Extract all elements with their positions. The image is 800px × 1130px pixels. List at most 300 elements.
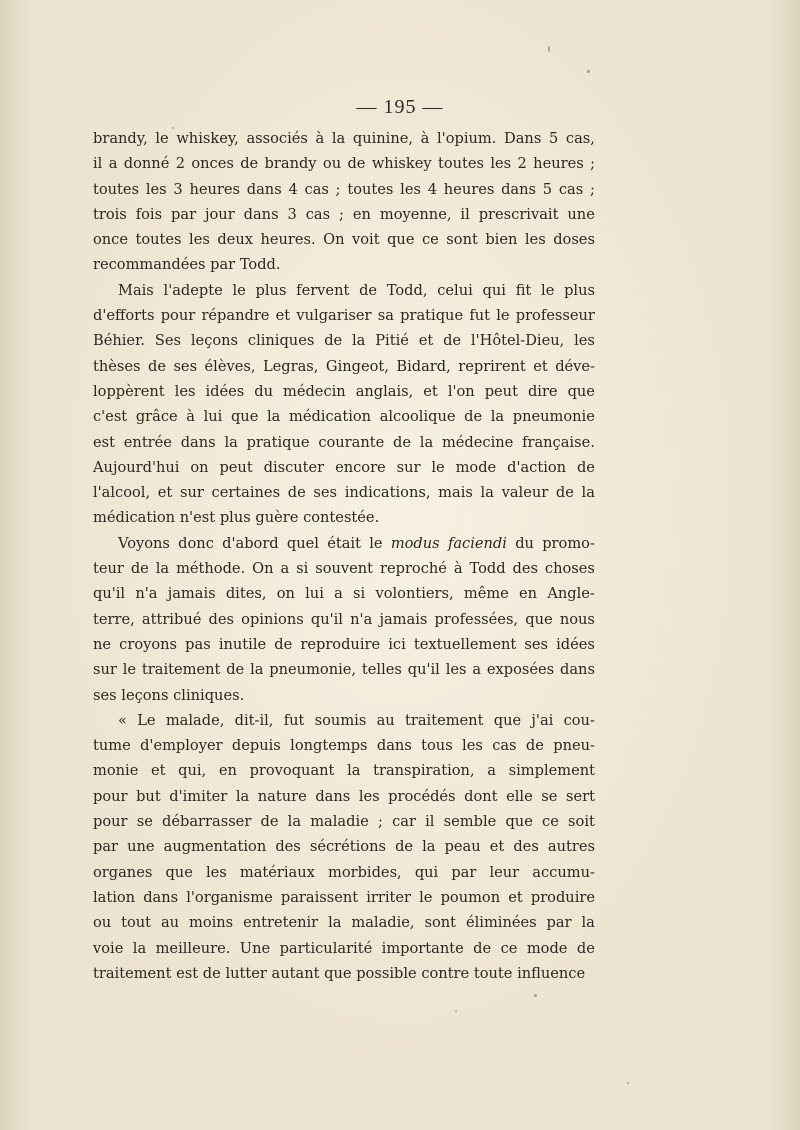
word: augmentation: [163, 838, 267, 856]
word: leur: [489, 863, 520, 881]
word: sa: [377, 307, 394, 325]
word: tout: [121, 914, 152, 932]
word: répandre: [201, 307, 270, 325]
word: ;: [339, 205, 344, 223]
word: est: [176, 964, 199, 982]
text-line: [93, 505, 595, 530]
word: la: [480, 484, 494, 502]
word: donné: [123, 155, 170, 173]
word: possible: [356, 964, 417, 982]
word: l'alcool,: [93, 484, 151, 502]
word: entrée: [123, 433, 172, 451]
word: et: [423, 382, 438, 400]
word: dont: [464, 787, 498, 805]
word: de: [130, 560, 149, 578]
word: Bidard,: [396, 357, 451, 375]
word: de: [473, 939, 492, 957]
word: la: [224, 433, 238, 451]
word: ses: [313, 484, 338, 502]
word: la: [235, 787, 250, 805]
word: a: [472, 661, 482, 679]
word: autres: [547, 838, 595, 856]
word: dans: [501, 180, 537, 198]
word: qu'il: [310, 610, 343, 628]
word: mode: [455, 458, 497, 476]
word: lutter: [225, 964, 267, 982]
word: dans: [180, 433, 216, 451]
word: mais: [438, 484, 473, 502]
word: plus: [255, 281, 287, 299]
text-line: [93, 910, 595, 935]
word: contre: [421, 964, 470, 982]
word: débarrasser: [162, 813, 252, 831]
word: provoquant: [249, 762, 335, 780]
word: cas: [304, 180, 329, 198]
word: à: [186, 408, 195, 426]
word: celui: [437, 281, 473, 299]
word: plus: [564, 281, 595, 299]
word: pneumonie: [512, 408, 595, 426]
word: d'efforts: [93, 307, 155, 325]
word: reprirent: [458, 357, 526, 375]
word: le: [122, 661, 137, 679]
word: Mais: [118, 281, 154, 299]
word: Dans: [504, 130, 542, 147]
word: courante: [318, 433, 385, 451]
word: jamais: [167, 585, 216, 603]
word: sont: [424, 914, 457, 932]
text-line: [93, 885, 595, 910]
text-line: [93, 252, 595, 277]
word: dans: [143, 888, 179, 906]
word: la: [419, 433, 434, 451]
word: influence: [517, 964, 586, 982]
text-line: [93, 430, 595, 455]
word: cliniques: [247, 332, 315, 350]
word: elle: [506, 787, 533, 805]
word: méthode.: [176, 560, 246, 578]
word: par: [210, 256, 236, 274]
word: brandy,: [93, 130, 148, 147]
word: Une: [239, 939, 271, 957]
word: tous: [421, 737, 453, 755]
paper-speck: [627, 1082, 629, 1084]
word: 3: [287, 205, 297, 223]
word: on: [276, 585, 295, 603]
word: mode: [526, 939, 568, 957]
text-line: [93, 708, 595, 733]
word: de: [147, 357, 166, 375]
word: les: [205, 863, 227, 881]
text-line: [93, 531, 595, 556]
word: toutes: [93, 180, 140, 198]
word: professeur: [515, 307, 595, 325]
word: par: [171, 205, 197, 223]
word: que: [230, 408, 259, 426]
word: ;: [590, 155, 595, 173]
word: et: [489, 838, 505, 856]
word: idées: [556, 635, 595, 653]
word: sont: [446, 231, 478, 249]
word: qu'il: [407, 661, 440, 679]
word: teur: [93, 560, 124, 578]
word: fois: [135, 205, 163, 223]
word: Angle-: [547, 585, 595, 603]
word: lui: [305, 585, 324, 603]
word: Todd,: [386, 281, 428, 299]
paper-speck: [587, 70, 590, 73]
word: le: [541, 281, 555, 299]
text-line: [93, 657, 595, 682]
word: ou: [322, 155, 342, 173]
word: jamais: [379, 610, 428, 628]
word: dans: [246, 180, 282, 198]
word: maladie,: [351, 914, 415, 932]
word: que: [525, 610, 553, 628]
word: pratique: [400, 307, 464, 325]
word: 2: [517, 155, 527, 173]
word: morbides,: [327, 863, 402, 881]
word: de: [395, 838, 414, 856]
word: leçons: [190, 332, 239, 350]
word: des: [275, 838, 301, 856]
word: les: [400, 180, 421, 198]
word: Ses: [154, 332, 182, 350]
word: associés: [246, 130, 308, 147]
word: que: [505, 813, 533, 831]
word: professées,: [434, 610, 519, 628]
word: qu'il: [93, 585, 126, 603]
word: sur: [93, 661, 117, 679]
word: on: [190, 458, 209, 476]
word: dans: [376, 737, 412, 755]
word: de: [347, 155, 366, 173]
word: lation: [93, 888, 136, 906]
word: la: [422, 838, 436, 856]
word: opinions: [241, 610, 304, 628]
word: but: [136, 787, 161, 805]
word: cas: [558, 180, 584, 198]
word: grâce: [135, 408, 178, 426]
word: loppèrent: [93, 382, 165, 400]
word: ne: [93, 635, 112, 653]
word: once: [93, 231, 128, 249]
word: malade,: [165, 711, 225, 729]
text-line: [93, 632, 595, 657]
word: thèses: [93, 357, 141, 375]
text-line: [93, 126, 595, 151]
word: brandy: [264, 155, 317, 173]
word: et: [533, 357, 548, 375]
word: fit: [515, 281, 532, 299]
word: ou: [93, 914, 112, 932]
word: pneumonie,: [269, 661, 357, 679]
word: à: [315, 130, 325, 147]
word: que: [493, 711, 522, 729]
word: la: [132, 939, 147, 957]
word: quel: [286, 534, 319, 552]
word: de: [226, 661, 245, 679]
word: que: [165, 863, 193, 881]
word: traitement: [93, 964, 172, 982]
word: à: [420, 130, 430, 147]
word: Aujourd'hui: [93, 458, 180, 476]
word: discuter: [263, 458, 325, 476]
word: Béhier.: [93, 332, 146, 350]
word: a: [108, 155, 118, 173]
word: plus: [219, 509, 251, 527]
word: se: [136, 813, 153, 831]
word: jour: [205, 205, 235, 223]
word: qui: [482, 281, 506, 299]
word: Legras,: [262, 357, 319, 375]
word: la: [328, 914, 342, 932]
word: Gingeot,: [325, 357, 389, 375]
word: de: [443, 332, 462, 350]
paper-speck: [172, 127, 174, 129]
word: même: [463, 585, 509, 603]
text-line: [93, 961, 595, 986]
word: n'a: [350, 610, 373, 628]
word: bien: [485, 231, 518, 249]
word: il: [425, 813, 435, 831]
word: de: [274, 635, 293, 653]
word: française.: [522, 433, 595, 451]
word: 2: [175, 155, 185, 173]
word: Pitié: [375, 332, 409, 350]
word: et: [508, 888, 523, 906]
word: leçons: [121, 686, 169, 704]
word: ses: [93, 686, 117, 704]
word: poumon: [440, 888, 501, 906]
word: l'Hôtel-Dieu,: [470, 332, 565, 350]
word: de: [240, 155, 259, 173]
word: moins: [188, 914, 234, 932]
word: entretenir: [243, 914, 319, 932]
word: encore: [335, 458, 386, 476]
text-line: [93, 202, 595, 227]
word: reproché: [379, 560, 447, 578]
word: tume: [93, 737, 131, 755]
word: particularité: [279, 939, 373, 957]
word: la: [490, 408, 505, 426]
word: accumu-: [532, 863, 595, 881]
word: la: [331, 130, 346, 147]
word: anglais,: [355, 382, 414, 400]
word: les: [189, 231, 210, 249]
word: le: [155, 130, 169, 147]
text-line: [93, 177, 595, 202]
word: cliniques.: [173, 686, 245, 704]
word: les: [574, 332, 595, 350]
word: semble: [443, 813, 497, 831]
word: déve-: [555, 357, 595, 375]
word: importante: [381, 939, 464, 957]
word: en: [519, 585, 538, 603]
word: la: [581, 914, 595, 932]
word: a: [334, 585, 343, 603]
word: produire: [530, 888, 595, 906]
word: deux: [217, 231, 253, 249]
word: recommandées: [93, 256, 206, 274]
text-line: [93, 784, 595, 809]
word: l'adepte: [163, 281, 223, 299]
word: telles: [361, 661, 402, 679]
word: pour: [93, 813, 128, 831]
word: vulgariser: [296, 307, 372, 325]
word: onces: [191, 155, 234, 173]
word: ce: [500, 939, 518, 957]
word: de: [202, 964, 221, 982]
text-line: [93, 303, 595, 328]
word: que: [324, 964, 352, 982]
word: les: [145, 180, 167, 198]
word: de: [287, 484, 306, 502]
word: le: [419, 888, 433, 906]
text-line: [93, 480, 595, 505]
word: et: [157, 484, 173, 502]
word: la: [581, 484, 595, 502]
word: la: [266, 408, 281, 426]
word: de: [260, 813, 279, 831]
paper-speck: [455, 1010, 457, 1012]
word: j'ai: [531, 711, 554, 729]
word: cas,: [565, 130, 595, 147]
word: attribué: [141, 610, 202, 628]
word: prescrivait: [478, 205, 559, 223]
word: «: [118, 711, 127, 729]
word: monie: [93, 762, 139, 780]
word: valeur: [501, 484, 549, 502]
word: dites,: [225, 585, 267, 603]
word: le: [431, 458, 445, 476]
word: autant: [271, 964, 320, 982]
word: fut: [469, 307, 490, 325]
paper-speck: [534, 994, 537, 997]
text-line: [93, 860, 595, 885]
word: donc: [178, 534, 214, 552]
word: transpiration,: [373, 762, 475, 780]
word: nature: [257, 787, 307, 805]
word: ce: [542, 813, 559, 831]
word: heures.: [260, 231, 316, 249]
text-line: [93, 936, 595, 961]
word: dans: [315, 787, 351, 805]
word: voie: [93, 939, 124, 957]
word: des: [513, 838, 539, 856]
word: textuellement: [413, 635, 517, 653]
body-text: [93, 126, 595, 986]
word: d'imiter: [169, 787, 228, 805]
word: heures: [443, 180, 495, 198]
word: peut: [484, 382, 518, 400]
text-line: [93, 809, 595, 834]
word: les: [524, 231, 546, 249]
word: était: [327, 534, 361, 552]
word: peut: [219, 458, 253, 476]
word: par: [546, 914, 572, 932]
word: 5: [542, 180, 553, 198]
text-line: [93, 758, 595, 783]
text-line: [93, 455, 595, 480]
word: faciendi: [447, 534, 507, 552]
word: trois: [93, 205, 127, 223]
word: maladie: [310, 813, 369, 831]
word: a: [487, 762, 496, 780]
word: terre,: [93, 610, 135, 628]
word: toutes: [347, 180, 394, 198]
word: toutes: [135, 231, 182, 249]
word: heures: [189, 180, 240, 198]
word: matériaux: [239, 863, 315, 881]
word: Todd.: [239, 256, 281, 274]
word: a: [280, 560, 290, 578]
word: la: [352, 332, 366, 350]
word: On: [323, 231, 345, 249]
word: la: [250, 661, 264, 679]
word: soumis: [314, 711, 367, 729]
word: irriter: [366, 888, 412, 906]
word: doses: [553, 231, 595, 249]
word: ;: [335, 180, 341, 198]
word: ce: [421, 231, 439, 249]
word: éliminées: [465, 914, 537, 932]
word: et: [418, 332, 434, 350]
word: il: [460, 205, 470, 223]
word: croyons: [119, 635, 178, 653]
word: de: [555, 484, 574, 502]
word: nous: [559, 610, 595, 628]
word: ;: [590, 180, 595, 198]
word: heures: [533, 155, 584, 173]
word: médication: [288, 408, 372, 426]
word: cou-: [563, 711, 595, 729]
word: pour: [93, 787, 128, 805]
text-line: [93, 278, 595, 303]
word: procédés: [388, 787, 456, 805]
word: lui: [203, 408, 223, 426]
word: de: [576, 939, 595, 957]
word: 4: [427, 180, 438, 198]
word: des: [512, 560, 538, 578]
word: de: [464, 408, 483, 426]
word: Voyons: [118, 534, 170, 552]
text-line: [93, 733, 595, 758]
word: pneu-: [553, 737, 595, 755]
word: idées: [205, 382, 245, 400]
page-number: — 195 —: [356, 96, 444, 118]
word: souvent: [315, 560, 374, 578]
word: dans: [560, 661, 595, 679]
word: car: [392, 813, 416, 831]
word: et: [275, 307, 291, 325]
word: cas: [492, 737, 517, 755]
word: qui: [414, 863, 439, 881]
word: pour: [160, 307, 196, 325]
word: en: [352, 205, 371, 223]
word: les: [462, 737, 483, 755]
word: par: [93, 838, 119, 856]
word: par: [451, 863, 477, 881]
word: la: [287, 813, 302, 831]
word: traitement: [141, 661, 221, 679]
word: reproduire: [300, 635, 381, 653]
word: ;: [377, 813, 383, 831]
word: sur: [396, 458, 421, 476]
word: n'a: [135, 585, 158, 603]
word: et: [150, 762, 166, 780]
word: 4: [288, 180, 298, 198]
